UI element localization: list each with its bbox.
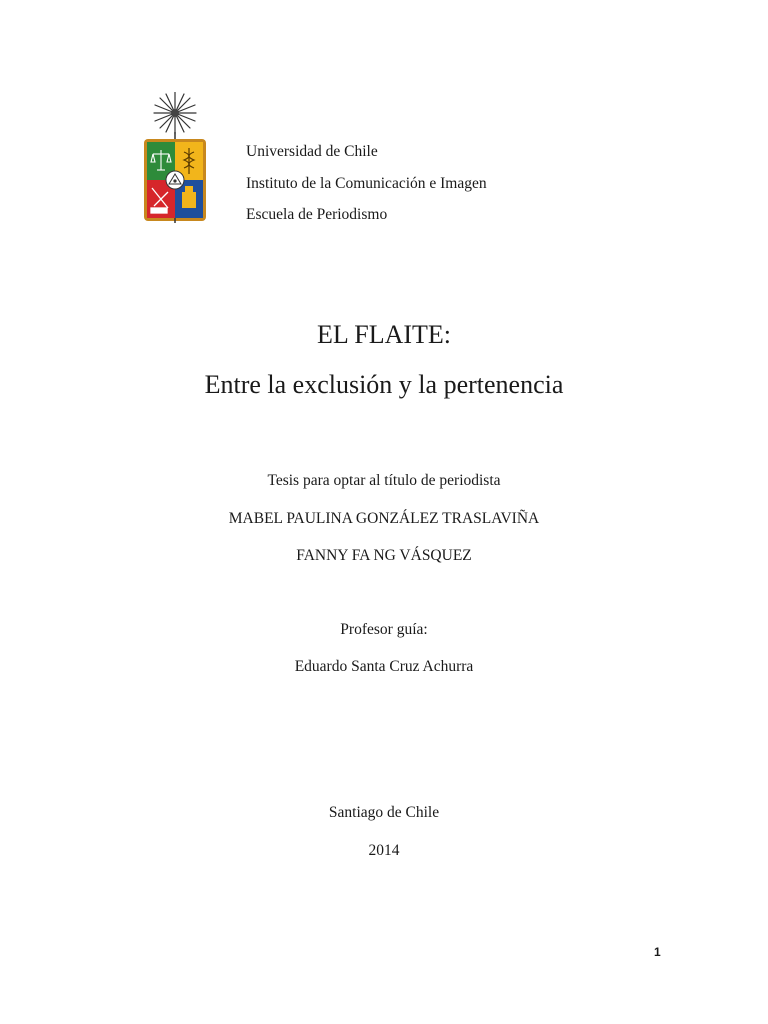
advisor-label: Profesor guía: (340, 621, 428, 638)
university-crest-icon (140, 92, 210, 224)
author-name-1: MABEL PAULINA GONZÁLEZ TRASLAVIÑA (228, 510, 540, 527)
page-number: 1 (654, 945, 661, 959)
institute-name: Instituto de la Comunicación e Imagen (246, 174, 487, 192)
university-name: Universidad de Chile (246, 143, 378, 160)
thesis-title: EL FLAITE: (316, 320, 452, 349)
advisor-name: Eduardo Santa Cruz Achurra (294, 658, 474, 675)
school-name: Escuela de Periodismo (246, 206, 388, 223)
institution-block (246, 136, 487, 231)
city: Santiago de Chile (328, 804, 440, 821)
thesis-subtitle: Entre la exclusión y la pertenencia (204, 370, 564, 399)
author-name-2: FANNY FA NG VÁSQUEZ (296, 547, 472, 564)
year: 2014 (368, 842, 400, 859)
thesis-purpose: Tesis para optar al título de periodista (267, 472, 501, 489)
